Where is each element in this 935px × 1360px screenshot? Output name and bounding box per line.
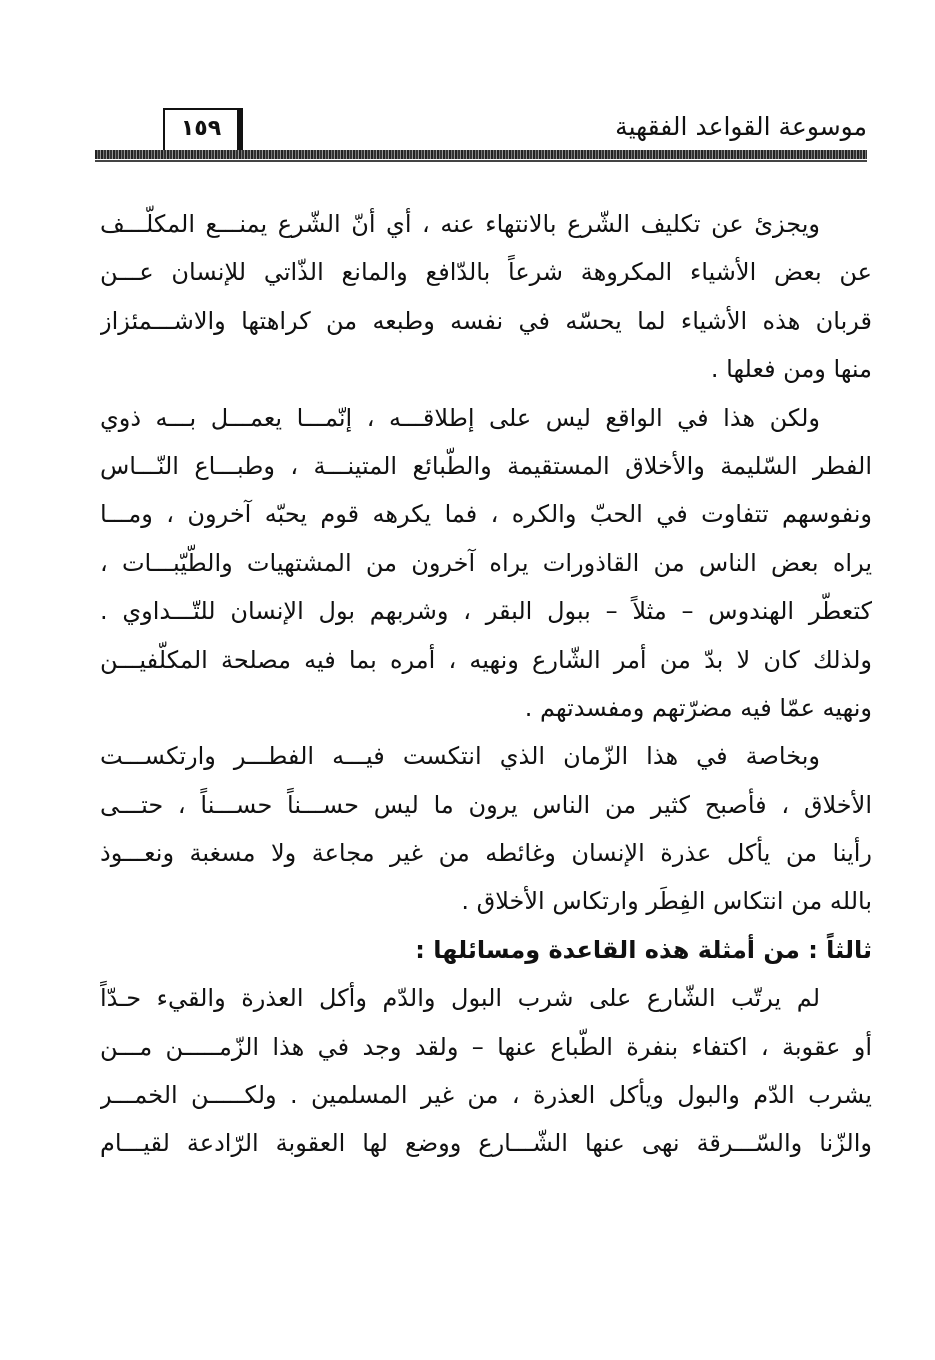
header-rule-thin [95,160,867,162]
text-line: ولكن هذا في الواقع ليس على إطلاقـــه ، إنّمـــا يعمـــل بـــه ذوي [100,403,820,432]
book-title: موسوعة القواعد الفقهية [615,112,867,141]
text-line: منها ومن فعلها . [710,355,872,384]
text-line: عن بعض الأشياء المكروهة شرعاً بالدّافع والمانع الذّاتي للإنسان عـــن [100,258,872,287]
text-line: بالله من انتكاس الفِطَر وارتكاس الأخلاق . [461,887,872,916]
text-line: والزّنا والسّـــرقة نهى عنها الشّـــارع ووضع لها العقوبة الرّادعة لقيـــام [100,1129,872,1158]
page-number-box [163,108,243,152]
text-line: كتعطّر الهندوس – مثلاً – ببول البقر ، وشربهم بول الإنسان للتّـــداوي . [100,597,872,626]
section-heading: ثالثاً : من أمثلة هذه القاعدة ومسائلها : [415,935,872,964]
text-line: ونفوسهم تتفاوت في الحبّ والكره ، فما يكرهه قوم يحبّه آخرون ، ومـــا [100,500,872,529]
page-number: ١٥٩ [180,116,222,141]
text-line: ويجزئ عن تكليف الشّرع بالانتهاء عنه ، أي أنّ الشّرع يمنـــع المكلّـــف [100,210,820,238]
text-line: وبخاصة في هذا الزّمان الذي انتكست فيـــه الفطـــر وارتكســـت [100,742,820,771]
page-body [100,200,872,1168]
text-line: قربان هذه الأشياء لما يحسّه في نفسه وطبعه من كراهتها والاشـــمئزاز [100,306,872,335]
text-line: الأخلاق ، فأصبح كثير من الناس يرون ما ليس حســـناً حســـناً ، حتـــى [100,790,872,819]
text-line: يراه بعض الناس من القاذورات يراه آخرون من المشتهيات والطّيّبـــات ، [100,548,872,577]
text-line: ونهيه عمّا فيه مضرّتهم ومفسدتهم . [524,693,872,722]
text-line: رأينا من يأكل عذرة الإنسان وغائطه من غير مجاعة ولا مسغبة ونعـــوذ [100,839,872,868]
text-line: أو عقوبة ، اكتفاء بنفرة الطّباع عنها – ولقد وجد في هذا الزّمـــــن مـــن [100,1032,872,1061]
text-line: يشرب الدّم والبول ويأكل العذرة ، من غير المسلمين . ولكـــــن الخمـــر [100,1081,872,1110]
text-line: الفطر السّليمة والأخلاق المستقيمة والطّبائع المتينـــة ، وطبـــاع النّـــاس [100,451,872,480]
text-line: لم يرتّب الشّارع على شرب البول والدّم وأكل العذرة والقيء حـدّاً [100,984,820,1013]
header-rule [95,150,867,159]
page-header [95,98,867,166]
text-line: ولذلك كان لا بدّ من أمر الشّارع ونهيه ، أمره بما فيه مصلحة المكلّفيـــن [100,645,872,674]
